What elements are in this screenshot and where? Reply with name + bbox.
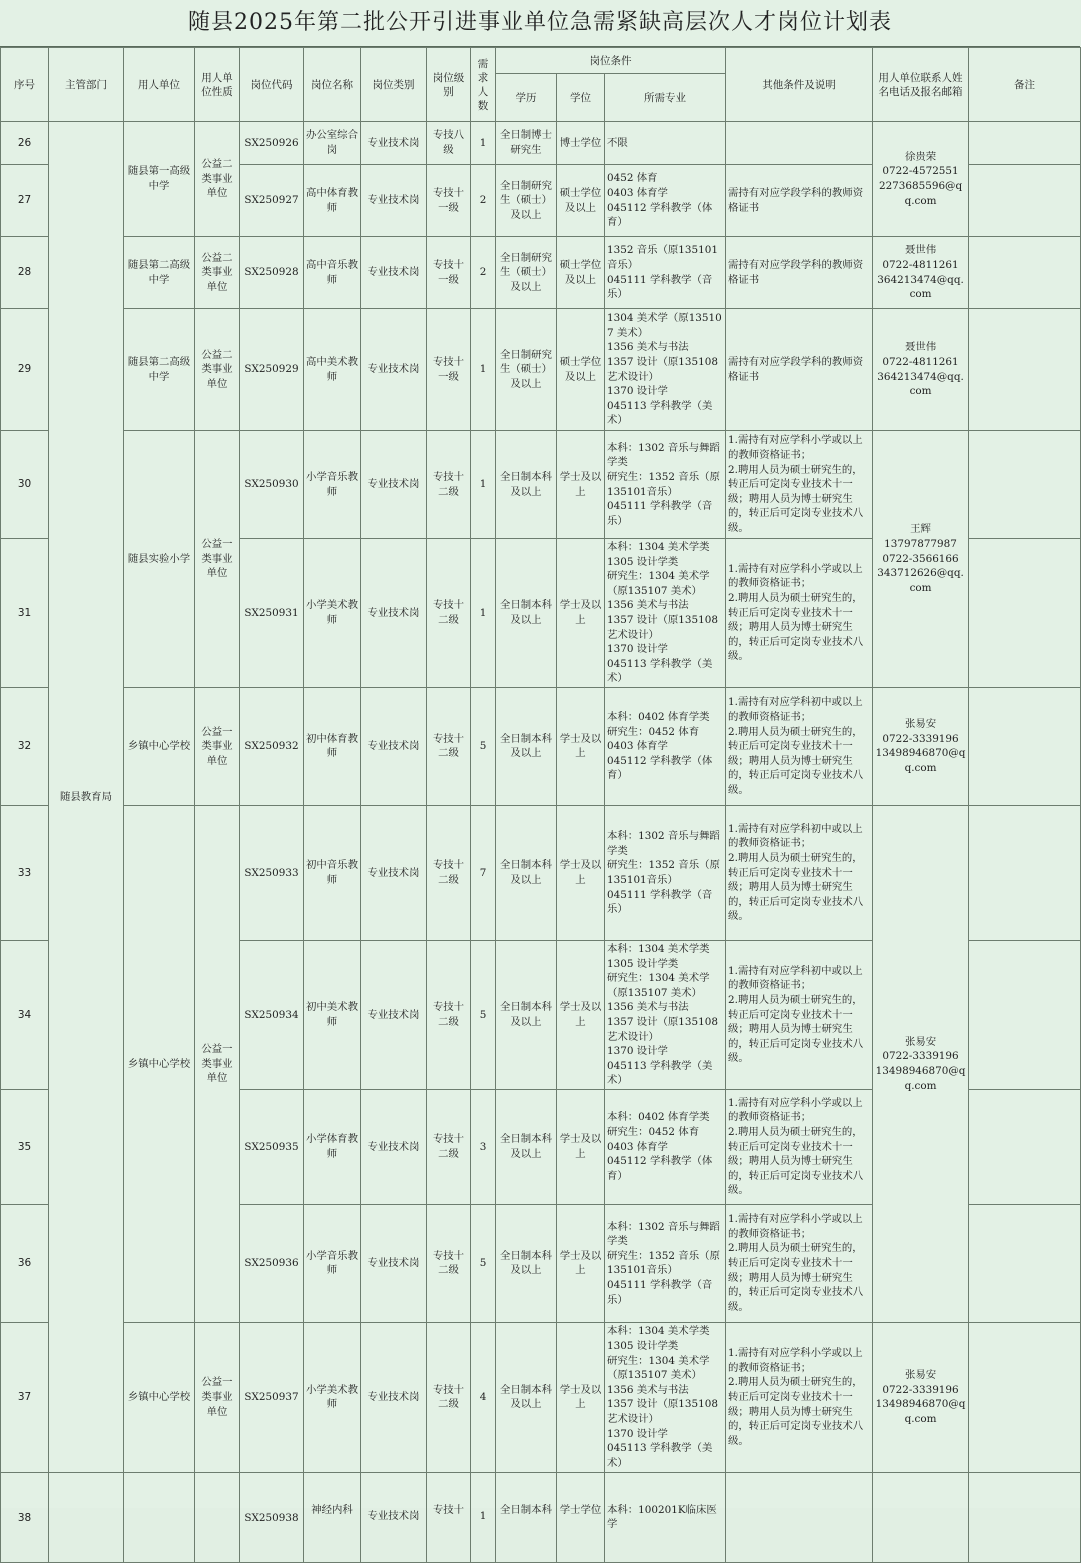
other-cell: 需持有对应学段学科的教师资格证书 — [726, 309, 873, 431]
table-row — [1, 122, 1081, 165]
major-cell: 本科：100201K临床医学 — [605, 1472, 726, 1562]
level-cell: 专技十二级 — [427, 805, 471, 940]
header-major: 所需专业 — [605, 74, 726, 122]
unit-cell: 随县第二高级中学 — [124, 309, 195, 431]
code-cell: SX250935 — [240, 1089, 304, 1204]
other-cell — [726, 1472, 873, 1562]
seq-cell: 30 — [1, 431, 49, 539]
category-cell: 专业技术岗 — [361, 122, 427, 165]
category-cell: 专业技术岗 — [361, 431, 427, 539]
nature-cell: 公益二类事业单位 — [195, 309, 240, 431]
count-cell: 5 — [471, 1204, 496, 1322]
count-cell: 1 — [471, 431, 496, 539]
other-cell: 1.需持有对应学科初中或以上的教师资格证书； 2.聘用人员为硕士研究生的，转正后可定岗专业技术十一级；聘用人员为博士研究生的，转正后可定岗专业技术八级。 — [726, 687, 873, 805]
other-cell: 1.需持有对应学科初中或以上的教师资格证书； 2.聘用人员为硕士研究生的，转正后可定岗专业技术十一级；聘用人员为博士研究生的，转正后可定岗专业技术八级。 — [726, 940, 873, 1089]
degree-cell: 学士学位 — [557, 1472, 605, 1562]
name-cell: 神经内科 — [304, 1472, 361, 1562]
seq-cell: 36 — [1, 1204, 49, 1322]
name-cell: 小学体育教师 — [304, 1089, 361, 1204]
count-cell: 1 — [471, 309, 496, 431]
seq-cell: 34 — [1, 940, 49, 1089]
name-cell: 小学音乐教师 — [304, 431, 361, 539]
table-row — [1, 1472, 1081, 1562]
contact-cell: 张易安 0722-3339196 13498946870@qq.com — [873, 1322, 969, 1472]
name-cell: 办公室综合岗 — [304, 122, 361, 165]
major-cell: 本科：1302 音乐与舞蹈学类 研究生：1352 音乐（原135101音乐） 045111 学科教学（音乐） — [605, 1204, 726, 1322]
edu-cell: 全日制本科 — [496, 1472, 557, 1562]
level-cell: 专技十一级 — [427, 237, 471, 309]
category-cell: 专业技术岗 — [361, 237, 427, 309]
major-cell: 本科：1302 音乐与舞蹈学类 研究生：1352 音乐（原135101音乐） 045111 学科教学（音乐） — [605, 805, 726, 940]
nature-cell: 公益一类事业单位 — [195, 431, 240, 688]
remark-cell — [969, 431, 1081, 539]
name-cell: 初中音乐教师 — [304, 805, 361, 940]
unit-cell: 随县实验小学 — [124, 431, 195, 688]
level-cell: 专技十二级 — [427, 1089, 471, 1204]
name-cell: 高中音乐教师 — [304, 237, 361, 309]
major-cell: 0452 体育 0403 体育学 045112 学科教学（体育） — [605, 165, 726, 237]
contact-cell — [873, 1472, 969, 1562]
level-cell: 专技十二级 — [427, 539, 471, 688]
seq-cell: 29 — [1, 309, 49, 431]
table-row — [1, 309, 1081, 431]
unit-cell: 随县第二高级中学 — [124, 237, 195, 309]
major-cell: 1352 音乐（原135101音乐） 045111 学科教学（音乐） — [605, 237, 726, 309]
category-cell: 专业技术岗 — [361, 940, 427, 1089]
table-row — [1, 687, 1081, 805]
contact-cell: 张易安 0722-3339196 13498946870@qq.com — [873, 805, 969, 1322]
table-row — [1, 431, 1081, 539]
degree-cell: 学士及以上 — [557, 539, 605, 688]
level-cell: 专技十二级 — [427, 687, 471, 805]
remark-cell — [969, 237, 1081, 309]
other-cell: 需持有对应学段学科的教师资格证书 — [726, 165, 873, 237]
edu-cell: 全日制研究生（硕士）及以上 — [496, 165, 557, 237]
level-cell: 专技十 — [427, 1472, 471, 1562]
code-cell: SX250929 — [240, 309, 304, 431]
count-cell: 2 — [471, 237, 496, 309]
contact-cell: 徐贵荣 0722-4572551 2273685596@qq.com — [873, 122, 969, 237]
header-edu: 学历 — [496, 74, 557, 122]
seq-cell: 28 — [1, 237, 49, 309]
header-nature: 用人单位性质 — [195, 48, 240, 122]
contact-cell: 张易安 0722-3339196 13498946870@qq.com — [873, 687, 969, 805]
header-dept: 主管部门 — [49, 48, 124, 122]
header-code: 岗位代码 — [240, 48, 304, 122]
other-cell — [726, 122, 873, 165]
seq-cell: 26 — [1, 122, 49, 165]
unit-cell: 乡镇中心学校 — [124, 1322, 195, 1472]
count-cell: 4 — [471, 1322, 496, 1472]
seq-cell: 38 — [1, 1472, 49, 1562]
dept-cell: 随县教育局 — [49, 122, 124, 1473]
count-cell: 1 — [471, 1472, 496, 1562]
remark-cell — [969, 1204, 1081, 1322]
table-row — [1, 805, 1081, 940]
contact-cell: 聂世伟 0722-4811261 364213474@qq.com — [873, 309, 969, 431]
header-other: 其他条件及说明 — [726, 48, 873, 122]
category-cell: 专业技术岗 — [361, 1472, 427, 1562]
major-cell: 1304 美术学（原135107 美术） 1356 美术与书法 1357 设计（原135108艺术设计） 1370 设计学 045113 学科教学（美术） — [605, 309, 726, 431]
name-cell: 高中美术教师 — [304, 309, 361, 431]
remark-cell — [969, 940, 1081, 1089]
level-cell: 专技八级 — [427, 122, 471, 165]
major-cell: 本科：1304 美术学类 1305 设计学类 研究生：1304 美术学（原135107 美术） 1356 美术与书法 1357 设计（原135108艺术设计） 1370 设计学 045113 学科教学（美术） — [605, 1322, 726, 1472]
name-cell: 初中美术教师 — [304, 940, 361, 1089]
unit-cell — [124, 1472, 195, 1562]
degree-cell: 学士及以上 — [557, 431, 605, 539]
header-degree: 学位 — [557, 74, 605, 122]
major-cell: 本科：1302 音乐与舞蹈学类 研究生：1352 音乐（原135101音乐） 045111 学科教学（音乐） — [605, 431, 726, 539]
category-cell: 专业技术岗 — [361, 165, 427, 237]
other-cell: 1.需持有对应学科小学或以上的教师资格证书； 2.聘用人员为硕士研究生的，转正后可定岗专业技术十一级；聘用人员为博士研究生的，转正后可定岗专业技术八级。 — [726, 431, 873, 539]
header-seq: 序号 — [1, 48, 49, 122]
name-cell: 高中体育教师 — [304, 165, 361, 237]
edu-cell: 全日制本科及以上 — [496, 940, 557, 1089]
count-cell: 5 — [471, 687, 496, 805]
code-cell: SX250938 — [240, 1472, 304, 1562]
dept-cell — [49, 1472, 124, 1562]
remark-cell — [969, 1472, 1081, 1562]
header-name: 岗位名称 — [304, 48, 361, 122]
code-cell: SX250926 — [240, 122, 304, 165]
level-cell: 专技十一级 — [427, 165, 471, 237]
category-cell: 专业技术岗 — [361, 309, 427, 431]
other-cell: 1.需持有对应学科小学或以上的教师资格证书； 2.聘用人员为硕士研究生的，转正后可定岗专业技术十一级；聘用人员为博士研究生的，转正后可定岗专业技术八级。 — [726, 1322, 873, 1472]
other-cell: 1.需持有对应学科初中或以上的教师资格证书； 2.聘用人员为硕士研究生的，转正后可定岗专业技术十一级；聘用人员为博士研究生的，转正后可定岗专业技术八级。 — [726, 805, 873, 940]
level-cell: 专技十二级 — [427, 431, 471, 539]
header-count: 需求人数 — [471, 48, 496, 122]
remark-cell — [969, 805, 1081, 940]
name-cell: 小学音乐教师 — [304, 1204, 361, 1322]
major-cell: 本科：1304 美术学类 1305 设计学类 研究生：1304 美术学（原135107 美术） 1356 美术与书法 1357 设计（原135108艺术设计） 1370 设计学 045113 学科教学（美术） — [605, 539, 726, 688]
nature-cell — [195, 1472, 240, 1562]
header-remark: 备注 — [969, 48, 1081, 122]
header-conditions: 岗位条件 — [496, 48, 726, 74]
degree-cell: 博士学位 — [557, 122, 605, 165]
nature-cell: 公益一类事业单位 — [195, 1322, 240, 1472]
level-cell: 专技十一级 — [427, 309, 471, 431]
category-cell: 专业技术岗 — [361, 539, 427, 688]
major-cell: 不限 — [605, 122, 726, 165]
category-cell: 专业技术岗 — [361, 1089, 427, 1204]
other-cell: 需持有对应学段学科的教师资格证书 — [726, 237, 873, 309]
edu-cell: 全日制本科及以上 — [496, 1204, 557, 1322]
edu-cell: 全日制研究生（硕士）及以上 — [496, 237, 557, 309]
degree-cell: 学士及以上 — [557, 1089, 605, 1204]
name-cell: 小学美术教师 — [304, 539, 361, 688]
major-cell: 本科：0402 体育学类 研究生：0452 体育 0403 体育学 045112 学科教学（体育） — [605, 687, 726, 805]
remark-cell — [969, 1089, 1081, 1204]
header-contact: 用人单位联系人姓名电话及报名邮箱 — [873, 48, 969, 122]
page-title: 随县2025年第二批公开引进事业单位急需紧缺高层次人才岗位计划表 — [0, 0, 1080, 47]
degree-cell: 学士及以上 — [557, 1322, 605, 1472]
major-cell: 本科：1304 美术学类 1305 设计学类 研究生：1304 美术学（原135107 美术） 1356 美术与书法 1357 设计（原135108艺术设计） 1370 设计学 045113 学科教学（美术） — [605, 940, 726, 1089]
edu-cell: 全日制博士研究生 — [496, 122, 557, 165]
code-cell: SX250928 — [240, 237, 304, 309]
degree-cell: 硕士学位及以上 — [557, 237, 605, 309]
code-cell: SX250933 — [240, 805, 304, 940]
code-cell: SX250932 — [240, 687, 304, 805]
contact-cell: 王辉 13797877987 0722-3566166 343712626@qq.com — [873, 431, 969, 688]
nature-cell: 公益二类事业单位 — [195, 237, 240, 309]
level-cell: 专技十二级 — [427, 1204, 471, 1322]
edu-cell: 全日制本科及以上 — [496, 539, 557, 688]
seq-cell: 32 — [1, 687, 49, 805]
header-category: 岗位类别 — [361, 48, 427, 122]
count-cell: 3 — [471, 1089, 496, 1204]
code-cell: SX250936 — [240, 1204, 304, 1322]
nature-cell: 公益一类事业单位 — [195, 687, 240, 805]
edu-cell: 全日制本科及以上 — [496, 1322, 557, 1472]
code-cell: SX250927 — [240, 165, 304, 237]
remark-cell — [969, 309, 1081, 431]
unit-cell: 乡镇中心学校 — [124, 687, 195, 805]
remark-cell — [969, 687, 1081, 805]
seq-cell: 37 — [1, 1322, 49, 1472]
table-row — [1, 237, 1081, 309]
other-cell: 1.需持有对应学科小学或以上的教师资格证书； 2.聘用人员为硕士研究生的，转正后可定岗专业技术十一级；聘用人员为博士研究生的，转正后可定岗专业技术八级。 — [726, 1204, 873, 1322]
degree-cell: 学士及以上 — [557, 1204, 605, 1322]
code-cell: SX250934 — [240, 940, 304, 1089]
count-cell: 7 — [471, 805, 496, 940]
seq-cell: 33 — [1, 805, 49, 940]
category-cell: 专业技术岗 — [361, 805, 427, 940]
seq-cell: 31 — [1, 539, 49, 688]
table-row — [1, 1322, 1081, 1472]
level-cell: 专技十二级 — [427, 1322, 471, 1472]
count-cell: 1 — [471, 539, 496, 688]
other-cell: 1.需持有对应学科小学或以上的教师资格证书； 2.聘用人员为硕士研究生的，转正后可定岗专业技术十一级；聘用人员为博士研究生的，转正后可定岗专业技术八级。 — [726, 539, 873, 688]
count-cell: 1 — [471, 122, 496, 165]
remark-cell — [969, 122, 1081, 165]
job-plan-table — [0, 47, 1081, 1563]
nature-cell: 公益二类事业单位 — [195, 122, 240, 237]
edu-cell: 全日制研究生（硕士）及以上 — [496, 309, 557, 431]
edu-cell: 全日制本科及以上 — [496, 431, 557, 539]
edu-cell: 全日制本科及以上 — [496, 687, 557, 805]
header-level: 岗位级别 — [427, 48, 471, 122]
seq-cell: 27 — [1, 165, 49, 237]
nature-cell: 公益一类事业单位 — [195, 805, 240, 1322]
name-cell: 小学美术教师 — [304, 1322, 361, 1472]
header-unit: 用人单位 — [124, 48, 195, 122]
other-cell: 1.需持有对应学科小学或以上的教师资格证书； 2.聘用人员为硕士研究生的，转正后可定岗专业技术十一级；聘用人员为博士研究生的，转正后可定岗专业技术八级。 — [726, 1089, 873, 1204]
remark-cell — [969, 539, 1081, 688]
degree-cell: 学士及以上 — [557, 805, 605, 940]
category-cell: 专业技术岗 — [361, 687, 427, 805]
code-cell: SX250937 — [240, 1322, 304, 1472]
count-cell: 5 — [471, 940, 496, 1089]
major-cell: 本科：0402 体育学类 研究生：0452 体育 0403 体育学 045112 学科教学（体育） — [605, 1089, 726, 1204]
category-cell: 专业技术岗 — [361, 1204, 427, 1322]
code-cell: SX250930 — [240, 431, 304, 539]
degree-cell: 学士及以上 — [557, 687, 605, 805]
level-cell: 专技十二级 — [427, 940, 471, 1089]
count-cell: 2 — [471, 165, 496, 237]
edu-cell: 全日制本科及以上 — [496, 805, 557, 940]
unit-cell: 随县第一高级中学 — [124, 122, 195, 237]
unit-cell: 乡镇中心学校 — [124, 805, 195, 1322]
edu-cell: 全日制本科及以上 — [496, 1089, 557, 1204]
remark-cell — [969, 1322, 1081, 1472]
category-cell: 专业技术岗 — [361, 1322, 427, 1472]
name-cell: 初中体育教师 — [304, 687, 361, 805]
degree-cell: 硕士学位及以上 — [557, 165, 605, 237]
contact-cell: 聂世伟 0722-4811261 364213474@qq.com — [873, 237, 969, 309]
seq-cell: 35 — [1, 1089, 49, 1204]
degree-cell: 学士及以上 — [557, 940, 605, 1089]
remark-cell — [969, 165, 1081, 237]
code-cell: SX250931 — [240, 539, 304, 688]
degree-cell: 硕士学位及以上 — [557, 309, 605, 431]
